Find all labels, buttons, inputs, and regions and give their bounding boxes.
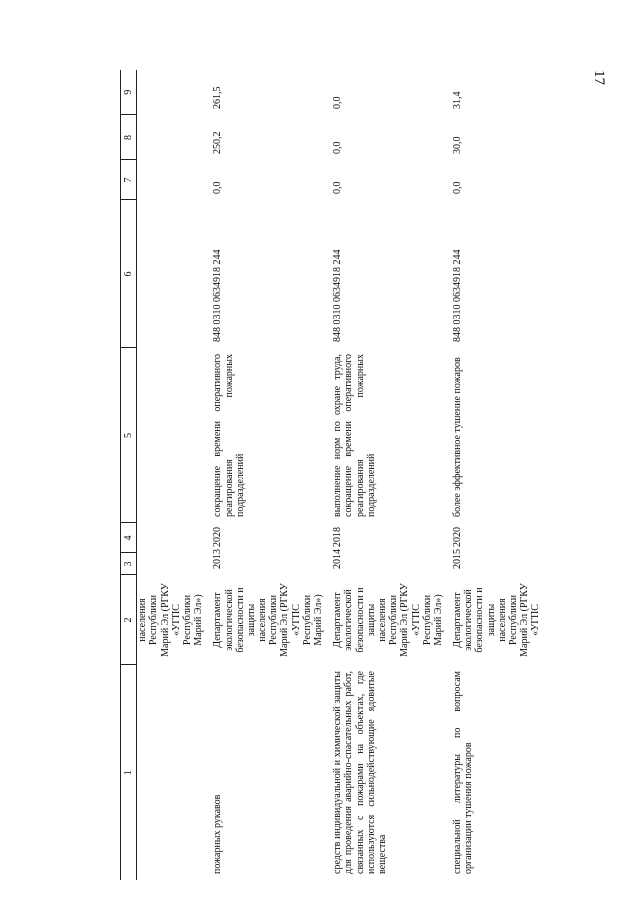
column-header: 8 xyxy=(121,115,137,160)
column-header: 7 xyxy=(121,160,137,200)
table-header xyxy=(121,70,137,880)
program-table-sheet xyxy=(120,60,600,880)
column-header: 2 xyxy=(121,575,137,665)
start-year-cell: 2014 xyxy=(332,549,344,569)
value-col7-cell: 0,0 xyxy=(332,181,344,194)
end-year-cell: 2018 xyxy=(332,527,344,547)
item-name-cell: специальной литературы по вопросам организации тушения пожаров xyxy=(452,671,475,874)
executor-cell: Департамент экологической безопасности и защиты населения Республики Марий Эл (РГКУ «УГПС Республики Марий Эл») xyxy=(332,583,444,657)
value-col9-cell: 31,4 xyxy=(452,91,464,109)
column-header: 4 xyxy=(121,523,137,553)
value-col7-cell: 0,0 xyxy=(452,181,464,194)
end-year-cell: 2020 xyxy=(452,527,464,547)
result-cell: сокращение времени оперативного реагирования пожарных подразделений xyxy=(212,354,246,517)
column-header: 6 xyxy=(121,200,137,348)
value-col8-cell: 250,2 xyxy=(212,131,224,154)
column-header: 9 xyxy=(121,70,137,115)
budget-code-cell: 848 0310 0634918 244 xyxy=(212,249,224,342)
table-row-continuation xyxy=(137,70,209,880)
value-col9-cell: 261,5 xyxy=(212,86,224,109)
table-row xyxy=(328,70,448,880)
result-cell: выполнение норм по охране труда, сокращение времени оперативного реагирования пожарных подразделений xyxy=(332,354,377,517)
budget-code-cell: 848 0310 0634918 244 xyxy=(452,249,464,342)
value-col8-cell: 0,0 xyxy=(332,141,344,154)
program-table xyxy=(120,70,546,880)
executor-cell: населения Республики Марий Эл (РГКУ «УГПС Республики Марий Эл») xyxy=(137,583,205,657)
value-col8-cell: 30,0 xyxy=(452,136,464,154)
budget-code-cell: 848 0310 0634918 244 xyxy=(332,249,344,342)
table-row xyxy=(448,70,546,880)
value-col9-cell: 0,0 xyxy=(332,96,344,109)
column-header: 5 xyxy=(121,348,137,523)
item-name-cell: пожарных рукавов xyxy=(212,794,224,874)
table-row xyxy=(208,70,328,880)
start-year-cell: 2013 xyxy=(212,549,224,569)
column-header: 1 xyxy=(121,665,137,880)
end-year-cell: 2020 xyxy=(212,527,224,547)
page-number: 17 xyxy=(591,70,607,85)
result-cell: более эффективное тушение пожаров xyxy=(452,357,464,517)
executor-cell: Департамент экологической безопасности и защиты населения Республики Марий Эл (РГКУ «УГПС xyxy=(452,583,542,657)
start-year-cell: 2015 xyxy=(452,549,464,569)
item-name-cell: средств индивидуальной и химической защиты для проведения аварийно-спасательных работ, связанных с пожарами на объектах, где используются сильнодействующие ядовитые вещества xyxy=(332,671,388,874)
value-col7-cell: 0,0 xyxy=(212,181,224,194)
executor-cell: Департамент экологической безопасности и защиты населения Республики Марий Эл (РГКУ «УГПС Республики Марий Эл») xyxy=(212,583,324,657)
column-header: 3 xyxy=(121,553,137,575)
